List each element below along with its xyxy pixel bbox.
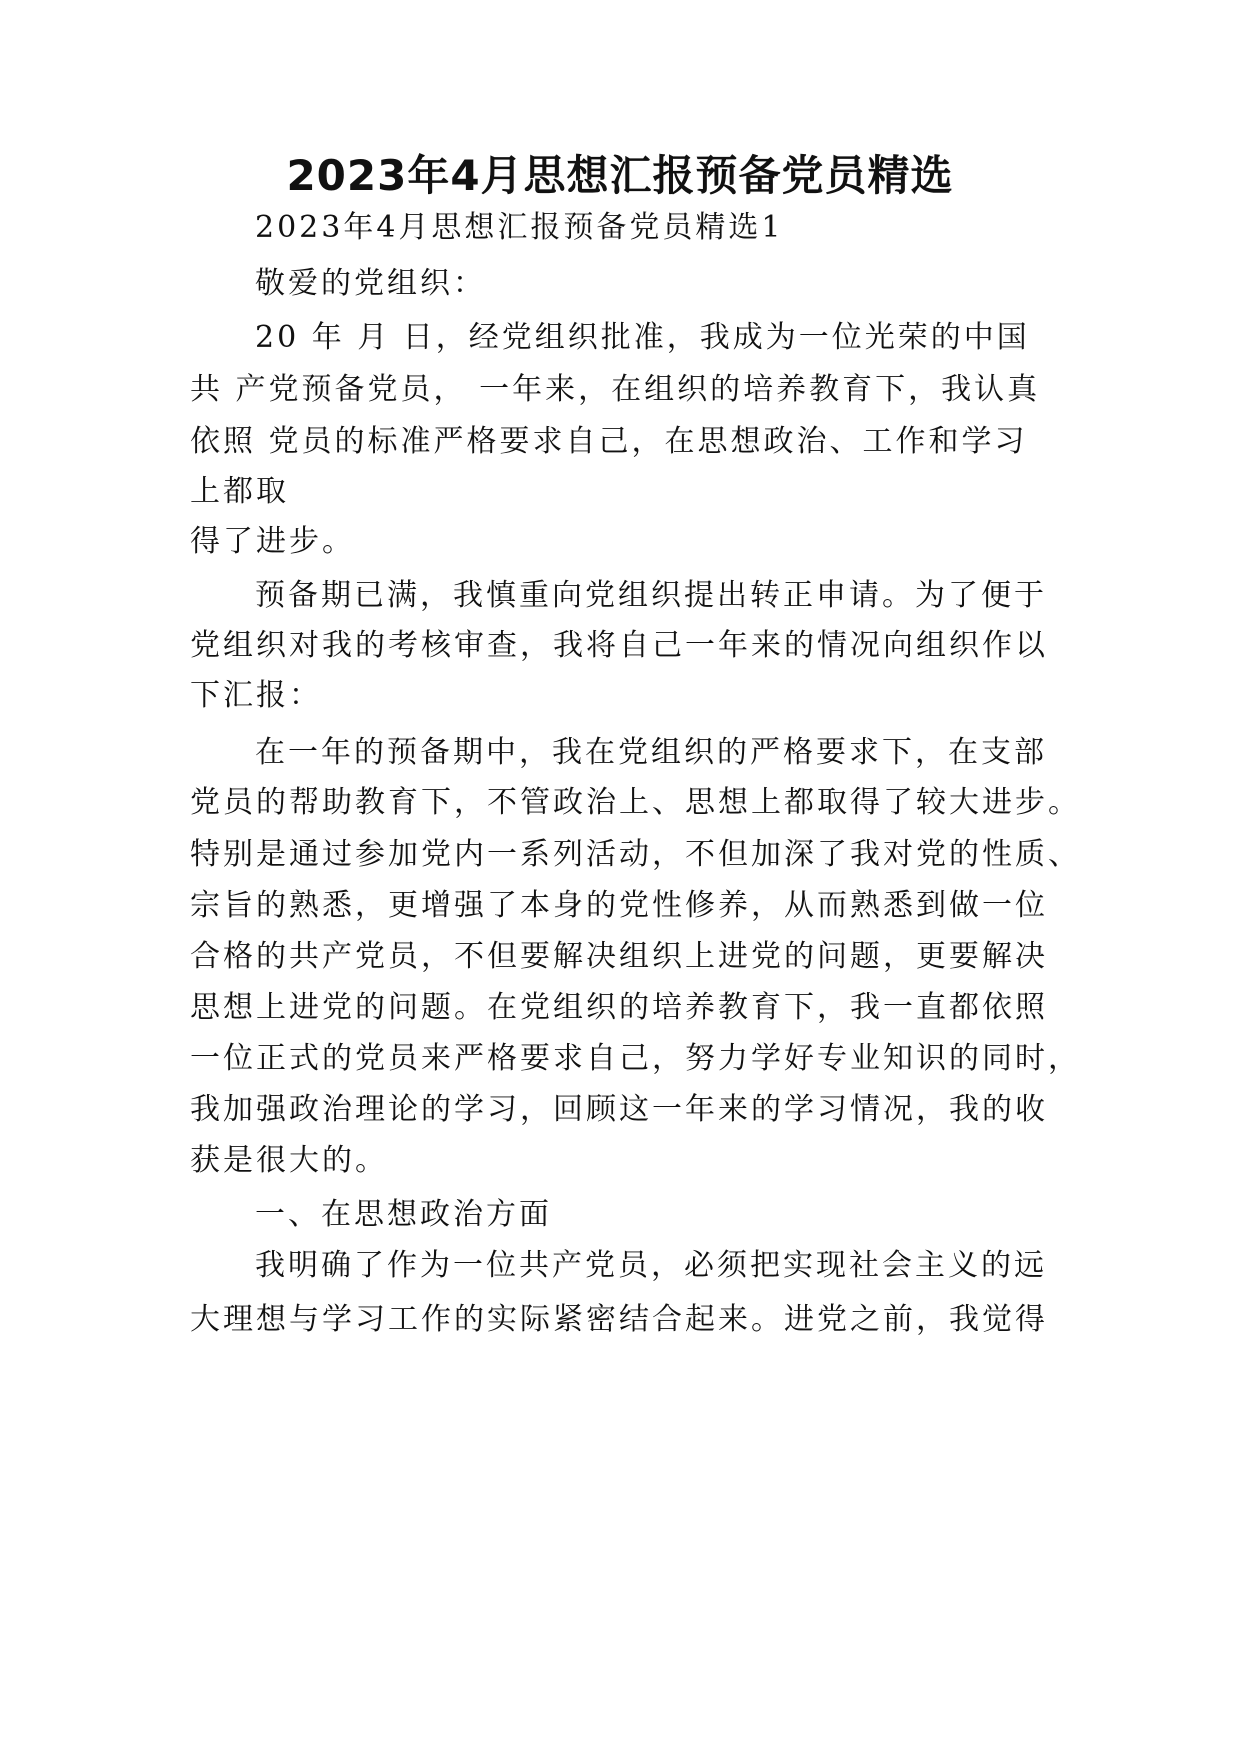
salutation: 敬爱的党组织： — [255, 266, 486, 301]
paragraph-line: 特别是通过参加党内一系列活动，不但加深了我对党的性质、 — [190, 837, 1081, 872]
section-heading: 一、在思想政治方面 — [255, 1197, 552, 1232]
paragraph-line: 依照 党员的标准严格要求自己，在思想政治、工作和学习 — [190, 424, 1028, 459]
document-title: 2023年4月思想汇报预备党员精选 — [286, 151, 954, 200]
paragraph-line: 得了进步。 — [190, 524, 355, 559]
paragraph-line: 大理想与学习工作的实际紧密结合起来。进党之前，我觉得 — [190, 1302, 1048, 1337]
paragraph-line: 上都取 — [190, 474, 289, 509]
paragraph-line: 20 年 月 日，经党组织批准，我成为一位光荣的中国 — [255, 320, 1030, 355]
paragraph-line: 获是很大的。 — [190, 1143, 388, 1178]
paragraph-line: 共 产党预备党员， 一年来，在组织的培养教育下，我认真 — [190, 372, 1041, 407]
paragraph-line: 党员的帮助教育下，不管政治上、思想上都取得了较大进步。 — [190, 785, 1081, 820]
paragraph-line: 我明确了作为一位共产党员，必须把实现社会主义的远 — [255, 1248, 1047, 1283]
paragraph-line: 宗旨的熟悉，更增强了本身的党性修养，从而熟悉到做一位 — [190, 888, 1048, 923]
paragraph-line: 下汇报： — [190, 678, 322, 713]
paragraph-line: 一位正式的党员来严格要求自己，努力学好专业知识的同时， — [190, 1041, 1081, 1076]
paragraph-line: 党组织对我的考核审查，我将自己一年来的情况向组织作以 — [190, 628, 1048, 663]
paragraph-line: 在一年的预备期中，我在党组织的严格要求下，在支部 — [255, 735, 1047, 770]
paragraph-line: 我加强政治理论的学习，回顾这一年来的学习情况，我的收 — [190, 1092, 1048, 1127]
paragraph-line: 思想上进党的问题。在党组织的培养教育下，我一直都依照 — [190, 990, 1048, 1025]
subtitle-line: 2023年4月思想汇报预备党员精选1 — [255, 210, 784, 245]
paragraph-line: 预备期已满，我慎重向党组织提出转正申请。为了便于 — [255, 578, 1047, 613]
paragraph-line: 合格的共产党员，不但要解决组织上进党的问题，更要解决 — [190, 939, 1048, 974]
